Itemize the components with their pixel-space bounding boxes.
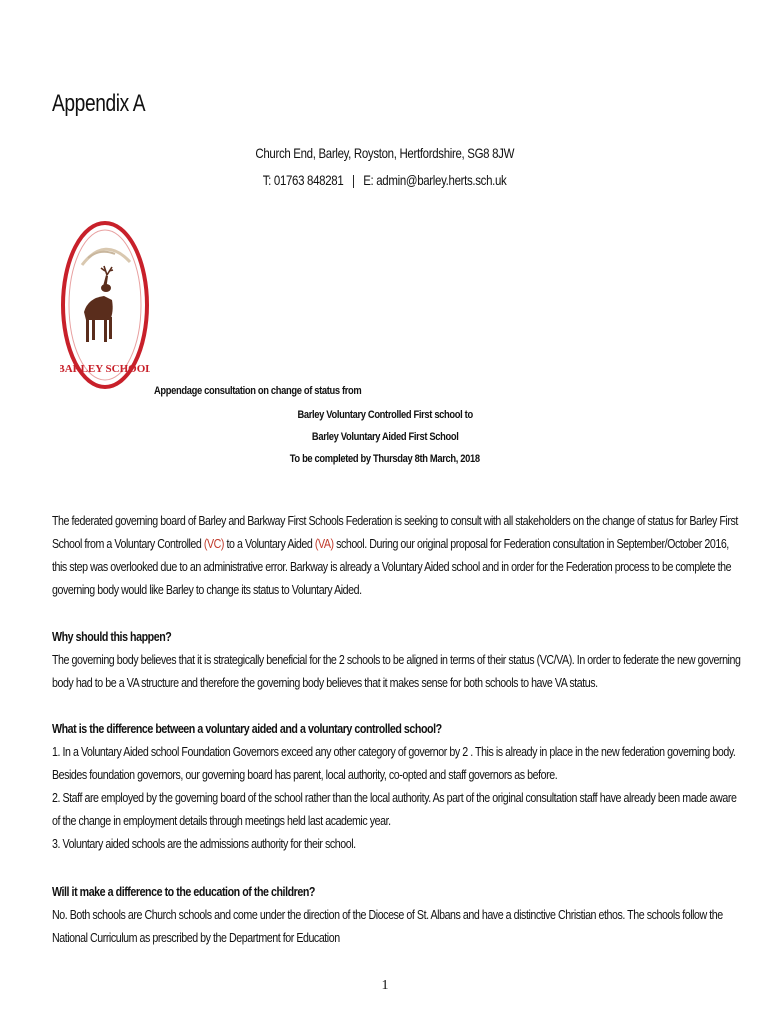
- question-heading: Why should this happen?: [52, 629, 172, 644]
- school-address: Church End, Barley, Royston, Hertfordshire, SG8 8JW: [255, 145, 515, 161]
- consultation-line: Barley Voluntary Aided First School: [311, 431, 459, 443]
- deer-icon: [84, 266, 113, 342]
- page-number: 1: [381, 978, 389, 993]
- question-heading: What is the difference between a voluntary aided and a voluntary controlled school?: [52, 721, 442, 736]
- school-logo: [60, 220, 150, 390]
- question-heading: Will it make a difference to the education of the children?: [52, 884, 315, 899]
- page-title: Appendix A: [52, 90, 146, 117]
- faq-difference: What is the difference between a voluntary aided and a voluntary controlled school? 1. In a Voluntary Aided school Foundation Governors exceed any other category of governor by 2 . This is already in place in the new federation governing body. Besides foundation governors, our governing board has parent, local authority, co-opted and staff governors as before. 2. Staff are employed by the governing board of the school rather than the local authority. As part of the original consultation staff have already been made aware of the change in employment details through meetings held last academic year. 3. Voluntary aided schools are the admissions authority for their school.: [52, 717, 720, 855]
- intro-paragraph: The federated governing board of Barley and Barkway First Schools Federation is seeking to consult with all stakeholders on the change of status for Barley First School from a Voluntary Controlled (VC) to a Voluntary Aided (VA) school. During our original proposal for Federation consultation in September/October 2016, this step was overlooked due to an administrative error. Barkway is already a Voluntary Aided school and in order for the Federation process to be complete the governing body would like Barley to change its status to Voluntary Aided.: [52, 513, 738, 597]
- faq-why: Why should this happen? The governing body believes that it is strategically beneficial for the 2 schools to be aligned in terms of their status (VC/VA). In order to federate the new governing body had to be a VA structure and therefore the governing body believes that it makes sense for both schools to have VA status.: [52, 625, 720, 694]
- svg-text:BARLEY SCHOOL: BARLEY SCHOOL: [60, 363, 150, 375]
- faq-education: Will it make a difference to the education of the children? No. Both schools are Church schools and come under the direction of the Diocese of St. Albans and have a distinctive Christian ethos. The schools follow the National Curriculum as prescribed by the Department for Education: [52, 880, 720, 949]
- consultation-deadline: To be completed by Thursday 8th March, 2018: [290, 453, 480, 465]
- barley-school-crest: [60, 220, 150, 390]
- consultation-heading: Appendage consultation on change of status from: [154, 385, 362, 397]
- consultation-line: Barley Voluntary Controlled First school to: [297, 409, 473, 421]
- intro-line-2: School from a Voluntary Controlled (VC) to a Voluntary Aided (VA) school. During our original proposal for Federation consultation in September/October 2016,: [52, 536, 729, 551]
- school-contact: T: 01763 848281 | E: admin@barley.herts.sch.uk: [263, 172, 507, 188]
